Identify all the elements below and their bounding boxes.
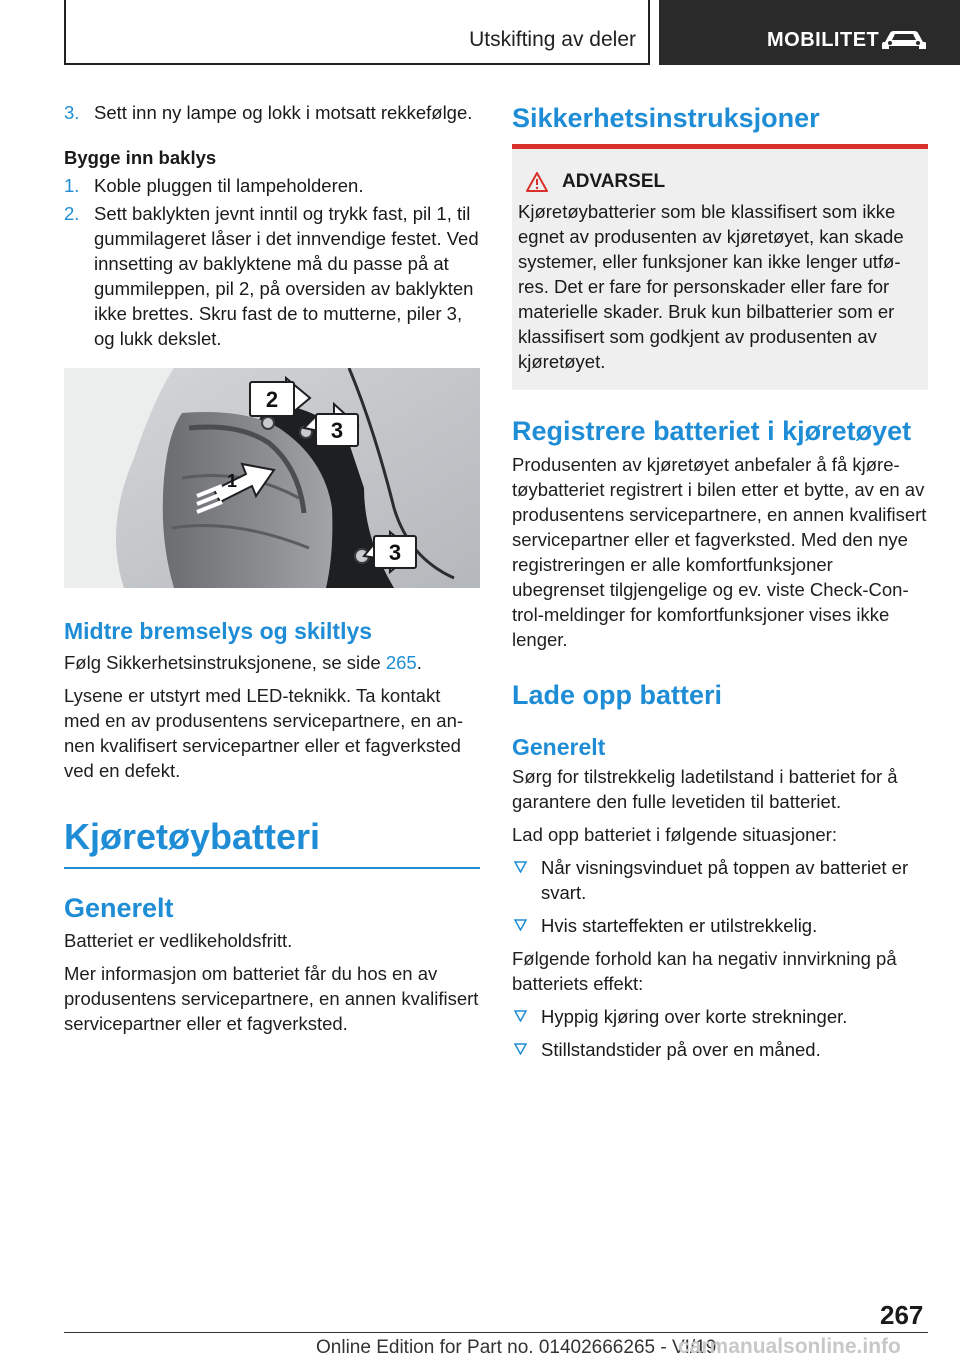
header-breadcrumb-box	[64, 0, 650, 65]
general-heading: Generelt	[64, 893, 174, 923]
page-link-265[interactable]: 265	[385, 652, 417, 673]
callout-label: 3	[330, 418, 344, 443]
footer-divider	[64, 1332, 928, 1333]
header-section-box	[659, 0, 960, 65]
register-text: Produsenten av kjøretøyet anbefaler å få kjøretøybatteriet registrert i bilen etter et bytte, av en av produsentens servicepartnere, en annen kvalifisert servicepartner eller et fagverksted. Med den nye registreringen er alle komfortfunksjoner ubegrenset tilgjengelige og ev. viste Check-Control-meldinger for komfortfunksjoner vises ikke lenger.	[512, 454, 927, 650]
list-item	[512, 1004, 928, 1029]
car-icon	[881, 28, 927, 52]
warning-title-row	[518, 171, 918, 193]
list-item	[512, 1037, 928, 1062]
right-column	[512, 100, 928, 1062]
list-item	[64, 173, 480, 198]
ref-text: Følg Sikkerhetsinstruksjonene, se side	[64, 652, 386, 673]
warning-text: Kjøretøybatterier som ble klassifisert som ikke egnet av produsenten av kjøretøyet, kan skade systemer, eller funksjoner kan ikke lenger utføres. Det er fare for personskader eller fare for materielle skader. Bruk kun bilbatterier som er klassifisert som godkjent av produsenten av kjøretøyet.	[518, 201, 904, 372]
list-item	[512, 913, 928, 938]
brake-light-ref	[64, 650, 480, 675]
list-item	[64, 100, 480, 125]
step-number: 1.	[64, 175, 80, 196]
charge-text-3: Følgende forhold kan ha negativ innvirkning på batteriets effekt:	[512, 948, 897, 994]
left-column	[64, 100, 480, 1036]
warning-icon	[526, 172, 548, 192]
list-item	[512, 855, 928, 905]
warning-title: ADVARSEL	[562, 171, 666, 192]
step-text: Koble pluggen til lampeholderen.	[94, 175, 364, 196]
callout-label: 1	[226, 471, 238, 491]
step-text: Sett baklykten jevnt inntil og trykk fast, pil 1, til gummilageret låser i det innvendige festet. Ved innsetting av baklyktene må du passe på at gummileppen, pil 2, på oversiden av baklykten ikke brettes. Skru fast de to mutterne, piler 3, og lukk dekslet.	[94, 203, 479, 349]
step-number: 2.	[64, 203, 80, 224]
bullet-text: Hyppig kjøring over korte strekninger.	[541, 1006, 848, 1027]
step-text: Sett inn ny lampe og lokk i motsatt rekkefølge.	[94, 102, 473, 123]
edition-text: Online Edition for Part no. 01402666265 - VI/19	[316, 1337, 717, 1358]
callout-label: 3	[388, 540, 402, 565]
general-text-1: Batteriet er vedlikeholdsfritt.	[64, 930, 293, 951]
callout-label: 2	[265, 387, 279, 412]
charge-subheading: Generelt	[512, 734, 606, 760]
list-item	[64, 201, 480, 351]
step-number: 3.	[64, 102, 80, 123]
triangle-bullet-icon	[514, 861, 527, 873]
charge-text-1: Sørg for tilstrekkelig ladetilstand i batteriet for å garantere den fulle levetiden til batteriet.	[512, 766, 898, 812]
register-heading: Registrere batteriet i kjøretøyet	[512, 416, 912, 446]
page-number: 267	[880, 1300, 924, 1330]
footer	[316, 1335, 901, 1359]
bullet-text: Når visningsvinduet på toppen av batteriet er svart.	[541, 857, 909, 903]
triangle-bullet-icon	[514, 919, 527, 931]
general-text-2: Mer informasjon om batteriet får du hos en av produsentens servicepartnere, en annen kvalifisert servicepartner eller et fagverksted.	[64, 963, 479, 1034]
charge-text-2: Lad opp batteriet i følgende situasjoner:	[512, 824, 837, 845]
brake-light-text: Lysene er utstyrt med LED-teknikk. Ta kontakt med en av produsentens servicepartnere, en annen kvalifisert servicepartner eller et fagverksted ved en defekt.	[64, 685, 464, 781]
section-title: MOBILITET	[767, 29, 880, 51]
warning-box	[512, 149, 928, 390]
safety-heading: Sikkerhetsinstruksjoner	[512, 100, 928, 149]
battery-title: Kjøretøybatteri	[64, 815, 480, 869]
tail-light-illustration	[64, 368, 480, 588]
breadcrumb: Utskifting av deler	[469, 28, 636, 51]
watermark: carmanualsonline.info	[678, 1335, 901, 1358]
charge-heading: Lade opp batteri	[512, 680, 723, 710]
tail-light-figure	[64, 368, 480, 588]
triangle-bullet-icon	[514, 1043, 527, 1055]
ref-suffix: .	[416, 652, 422, 673]
bullet-text: Hvis starteffekten er utilstrekkelig.	[541, 915, 818, 936]
triangle-bullet-icon	[514, 1010, 527, 1022]
install-heading: Bygge inn baklys	[64, 147, 217, 168]
bullet-text: Stillstandstider på over en måned.	[541, 1039, 821, 1060]
brake-light-heading: Midtre bremselys og skiltlys	[64, 618, 373, 644]
